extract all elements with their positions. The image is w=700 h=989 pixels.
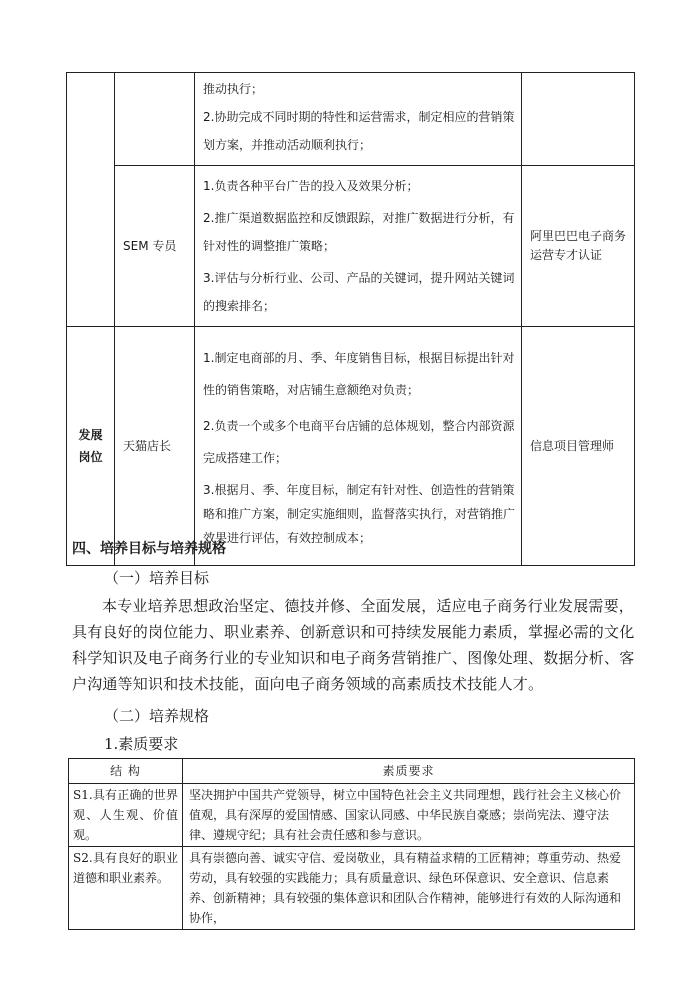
position-cell: SEM 专员 bbox=[115, 166, 195, 327]
position-cell: 天猫店长 bbox=[115, 327, 195, 566]
table-row bbox=[67, 73, 635, 166]
structure-cell: S1.具有正确的世界观、人生观、价值观。 bbox=[69, 784, 183, 847]
requirement-cell: 具有崇德向善、诚实守信、爱岗敬业，具有精益求精的工匠精神；尊重劳动、热爱劳动，具有较强的实践能力；具有质量意识、绿色环保意识、安全意识、信息素养、创新精神；具有较强的集体意识和团队合作精神，能够进行有效的人际沟通和协作， bbox=[183, 847, 635, 930]
certificate-cell: 阿里巴巴电子商务运营专才认证 bbox=[522, 166, 635, 327]
duty-item: 3.评估与分析行业、公司、产品的关键词，提升网站关键词的搜索排名； bbox=[203, 271, 515, 313]
table-row bbox=[67, 327, 635, 566]
duty-item: 1.制定电商部的月、季、年度销售目标，根据目标提出针对性的销售策略，对店铺生意额绝对负责； bbox=[203, 351, 515, 397]
table-row bbox=[69, 847, 635, 930]
subheading-quality-requirement: 1.素质要求 bbox=[104, 735, 179, 753]
category-cell: 发展岗位 bbox=[67, 327, 115, 566]
column-header-requirement: 素质要求 bbox=[183, 759, 635, 784]
training-goal-paragraph: 本专业培养思想政治坚定、德技并修、全面发展，适应电子商务行业发展需要，具有良好的岗位能力、职业素养、创新意识和可持续发展能力素质，掌握必需的文化科学知识及电子商务行业的专业知识和电子商务营销推广、图像处理、数据分析、客户沟通等知识和技术技能，面向电子商务领域的高素质技术技能人才。 bbox=[72, 597, 635, 693]
duties-cell bbox=[195, 166, 522, 327]
duties-cell bbox=[195, 327, 522, 566]
duties-table bbox=[66, 72, 635, 566]
quality-table bbox=[68, 758, 635, 930]
requirement-cell: 坚决拥护中国共产党领导，树立中国特色社会主义共同理想，践行社会主义核心价值观，具有深厚的爱国情感、国家认同感、中华民族自豪感；崇尚宪法、遵守法律、遵规守纪；具有社会责任感和参与意识。 bbox=[183, 784, 635, 847]
duty-item: 2.负责一个或多个电商平台店铺的总体规划，整合内部资源完成搭建工作； bbox=[203, 419, 515, 465]
certificate-cell: 信息项目管理师 bbox=[522, 327, 635, 566]
position-cell bbox=[115, 73, 195, 166]
section-heading: 四、培养目标与培养规格 bbox=[72, 541, 226, 557]
duty-item: 3.根据月、季、年度目标，制定有针对性、创造性的营销策略和推广方案，制定实施细则，监督落实执行，对营销推广效果进行评估，有效控制成本； bbox=[203, 483, 516, 545]
certificate-cell bbox=[522, 73, 635, 166]
column-header-structure: 结 构 bbox=[69, 759, 183, 784]
duties-cell bbox=[195, 73, 522, 166]
subheading-training-spec: （二）培养规格 bbox=[104, 707, 210, 725]
table-header-row bbox=[69, 759, 635, 784]
structure-cell: S2.具有良好的职业道德和职业素养。 bbox=[69, 847, 183, 930]
duty-item: 推动执行； bbox=[203, 82, 264, 96]
duty-item: 2.推广渠道数据监控和反馈跟踪，对推广数据进行分析，有针对性的调整推广策略； bbox=[203, 211, 515, 253]
table-row bbox=[67, 166, 635, 327]
duty-item: 2.协助完成不同时期的特性和运营需求，制定相应的营销策划方案，并推动活动顺利执行； bbox=[203, 110, 515, 152]
table-row bbox=[69, 784, 635, 847]
category-cell bbox=[67, 73, 115, 327]
duty-item: 1.负责各种平台广告的投入及效果分析； bbox=[203, 179, 419, 193]
subheading-training-goal: （一）培养目标 bbox=[104, 569, 210, 587]
